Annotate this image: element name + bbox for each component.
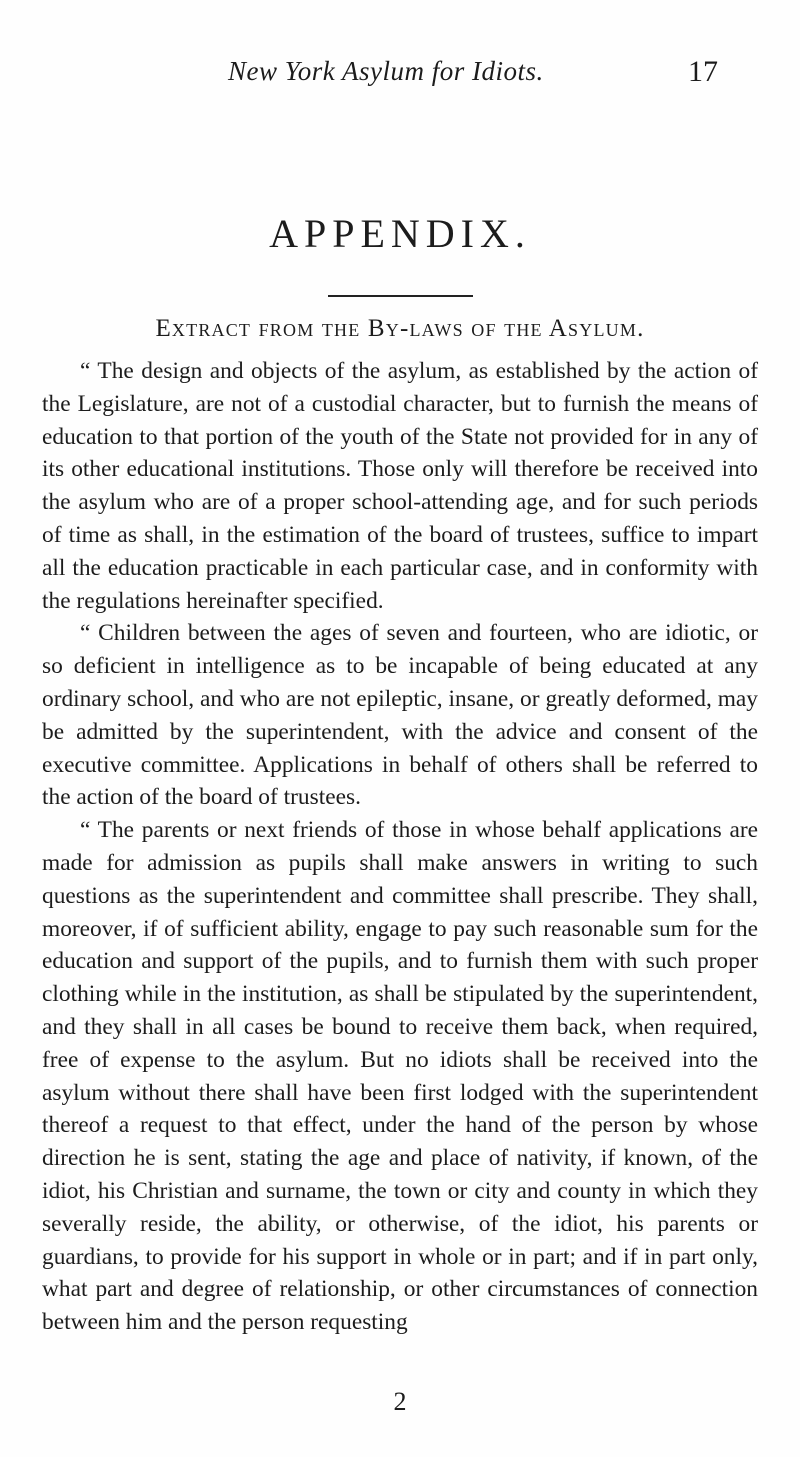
appendix-heading: APPENDIX.: [269, 211, 531, 256]
paragraph-children-admission: “ Children between the ages of seven and fourteen, who are idiotic, or so deficient in intelligence as to be incapable of being educated at any ordinary school, and who are not epileptic, insane, or greatly deformed, may be admitted by the superintendent, with the advice and consent of the executive committee. Applications in behalf of others shall be referred to the action of the board of trustees.: [42, 620, 758, 811]
paragraph-parents-applications: “ The parents or next friends of those in whose behalf applications are made for admission as pupils shall make answers in writing to such questions as the superintendent and committee shall prescribe. They shall, moreover, if of sufficient ability, engage to pay such reasonable sum for the education and support of the pupils, and to furnish them with such proper clothing while in the institution, as shall be stipulated by the superintendent, and they shall in all cases be bound to receive them back, when required, free of expense to the asylum. But no idiots shall be received into the asylum without there shall have been first lodged with the superintendent thereof a request to that effect, under the hand of the person by whose direction he is sent, stating the age and place of nativity, if known, of the idiot, his Christian and surname, the town or city and county in which they severally reside, the ability, or otherwise, of the idiot, his parents or guardians, to provide for his support in whole or in part; and if in part only, what part and degree of relationship, or other circumstances of connection between him and the person requesting: [42, 817, 758, 1336]
divider-rule: [328, 295, 473, 297]
body-text: [42, 355, 758, 1339]
paragraph-design-objects: “ The design and objects of the asylum, as established by the action of the Legislature, are not of a custodial character, but to furnish the means of education to that portion of the youth of the State not provided for in any of its other educational institutions. Those only will therefore be received into the asylum who are of a proper school-attending age, and for such periods of time as shall, in the estimation of the board of trustees, suffice to impart all the education practicable in each particular case, and in conformity with the regulations hereinafter specified.: [42, 358, 758, 614]
page-number: 17: [688, 55, 718, 88]
extract-subheading: Extract from the By-laws of the Asylum.: [155, 315, 645, 342]
running-head: New York Asylum for Idiots.: [228, 56, 544, 86]
signature-mark: 2: [393, 1387, 407, 1416]
